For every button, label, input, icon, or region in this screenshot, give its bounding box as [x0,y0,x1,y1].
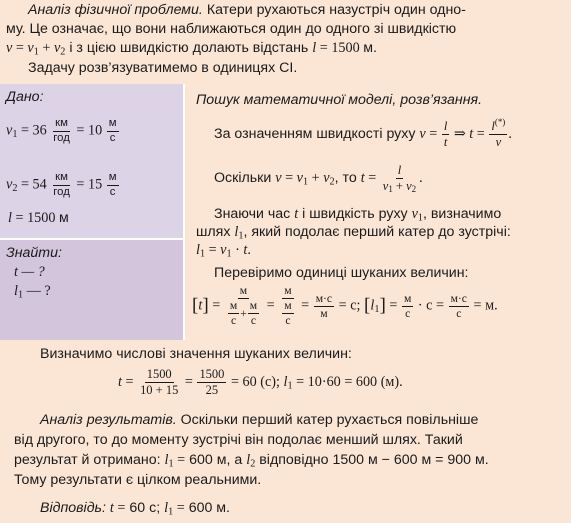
unit-c: с [350,297,357,314]
solution-line-3: Знаючи час t і швидкість руху $v_1$, визначимо [214,206,502,224]
intro-line-4: Задачу розв’язуватимемо в одиницях СІ. [28,60,298,76]
formula-mark: (*) [494,116,506,127]
find-l1-q: — ? [26,283,51,299]
solution-line-6: Перевіримо одиниці шуканих величин: [214,265,469,281]
unit-c: с [426,297,433,314]
l1-unit: (м). [380,373,403,390]
given-v1: $v_1 = 36$ $\frac{км}{\text{год}}$ = 10 $\frac{м}{с}$ [6,117,117,144]
unit-mc: м·с [314,293,334,307]
answer-l1: 600 м. [188,500,230,516]
v2-unit-den: год [53,185,70,198]
unit-m: м [402,293,413,307]
unit-m: м [282,300,293,314]
unit-c: с [405,306,411,320]
solution-p3-b: і швидкість руху [302,206,408,222]
unit-m: м [485,297,495,314]
analysis-line-1 [40,412,478,429]
intro-text: Катери рухаються назустріч один одно- [202,2,466,18]
unit-mc: м·с [449,293,469,307]
solution-line-2: Оскільки $v = v_1 + v_2$, то t = $\frac{l}{v_1 + v_2}$ . [214,163,423,195]
intro-line-1 [28,2,466,19]
unit-m: м [320,306,328,320]
v2-value: 54 [32,176,47,193]
v1-unit-den: год [53,131,70,144]
given-l: l = 1500 м [8,210,69,226]
given-title: Дано: [6,89,44,105]
given-find-divider [0,238,183,240]
unit-c: с [230,314,237,328]
unit-m: м [248,300,259,314]
intro-line-3: $v = v_1 + v_2$ і з цією швидкістю долають відстань l = 1500 м. [6,40,377,58]
solution-p3-e: , який подолає перший катер до зустрічі: [243,224,511,240]
calc-heading: Визначимо числові значення шуканих величин: [40,346,352,362]
t-unit: (с); [260,373,280,390]
calc-num-1500: 1500 [145,368,174,383]
unit-m: м [239,284,248,297]
solution-line-1: За означенням швидкості руху v = $\frac{l}{t}$ ⇒ t = $\frac{l^{(*)}}{v}$ . [214,116,512,150]
intro-text-3: і з цією швидкістю долають відстань [65,40,313,56]
l1-result: 10·60 = 600 [307,373,378,390]
solution-p3-d: шлях [196,224,231,240]
si-num: м [107,118,119,132]
analysis-text-1: Оскільки перший катер рухається повільніше [176,412,479,428]
unit-m: м [228,300,239,314]
unit-c: с [456,306,462,320]
l-unit: м [58,210,69,226]
solution-p1: За означенням швидкості руху [214,125,416,142]
find-l1: $l_1$ — ? [14,283,51,301]
unit-m: м [282,285,293,299]
v2-unit-num: км [53,172,70,186]
calc-den-sum: 10 + 15 [140,383,179,398]
v1-value: 36 [32,122,47,139]
v1-si: 10 [87,122,103,139]
intro-line-2: му. Це означає, що вони наближаються один до одного зі швидкістю [6,21,457,37]
analysis-line-2: від другого, то до моменту зустрічі він подолає менший шлях. Такий [14,432,463,448]
si-den: с [109,185,116,198]
l-value: 1500 [27,210,56,226]
intro-title: Аналіз фізичної проблеми. [28,2,203,18]
si-num: м [107,172,119,186]
answer-t: 60 с; [129,500,161,516]
calc-den-25: 25 [205,383,219,398]
distance-value: 1500 [331,40,360,56]
analysis-text-3c: відповідно [259,452,329,468]
calc-formula: t = $\frac{1500}{10 + 15}$ = $\frac{1500}{25}$ = 60 (с); $l_1 = 10\cdot 60 = 600$ (м). [118,367,403,398]
solution-line-5: $l_1 = v_1 \cdot t$. [196,242,251,260]
solution-title: Пошук математичної моделі, розв’язання. [196,92,483,108]
distance-unit: м. [363,40,377,56]
v1-unit-num: км [53,118,70,132]
unit-c: с [250,314,257,328]
solution-p2-a: Оскільки [214,169,272,186]
analysis-line-3: результат й отримано: $l_1 = 600$ м, а $l_2$ відповідно 1500 м − 600 м = 900 м. [14,452,489,470]
analysis-line-4: Тому результати є цілком реальними. [14,472,262,488]
solution-p3-c: , визначимо [423,206,502,222]
analysis-text-3a: результат й отримано: [14,452,161,468]
answer-line: Відповідь: t = 60 с; $l_1 = 600$ м. [40,500,230,518]
calc-num-1500: 1500 [197,368,226,383]
analysis-text-3d: 1500 м − 600 м = 900 м. [332,452,489,468]
units-check: [t] = м $\frac{м}{с}$ + $\frac{м}{с}$ = $\frac{м}{\frac{м}{с}}$ = $\frac{м\cdot с}{м}$ = с; $[l_1]$ = $\frac{м}{с}$ · с = $\frac{м\cdot с}{с}$ = м. [192,284,498,328]
analysis-text-3b: 600 м, а [189,452,243,468]
t-result: 60 [242,373,257,390]
si-den: с [109,131,116,144]
answer-title: Відповідь: [40,500,106,516]
v2-si: 15 [87,176,103,193]
find-t: t — ? [14,264,45,280]
solution-p2-b: , то [334,169,357,186]
analysis-title: Аналіз результатів. [40,412,177,428]
find-title: Знайти: [6,245,62,261]
unit-c: с [285,314,291,328]
given-v2: $v_2 = 54$ $\frac{км}{\text{год}}$ = 15 $\frac{м}{с}$ [6,171,117,198]
solution-p3-a: Знаючи час [214,206,291,222]
solution-line-4: шлях $l_1$, який подолає перший катер до зустрічі: [196,224,511,242]
panel-divider [183,84,185,340]
